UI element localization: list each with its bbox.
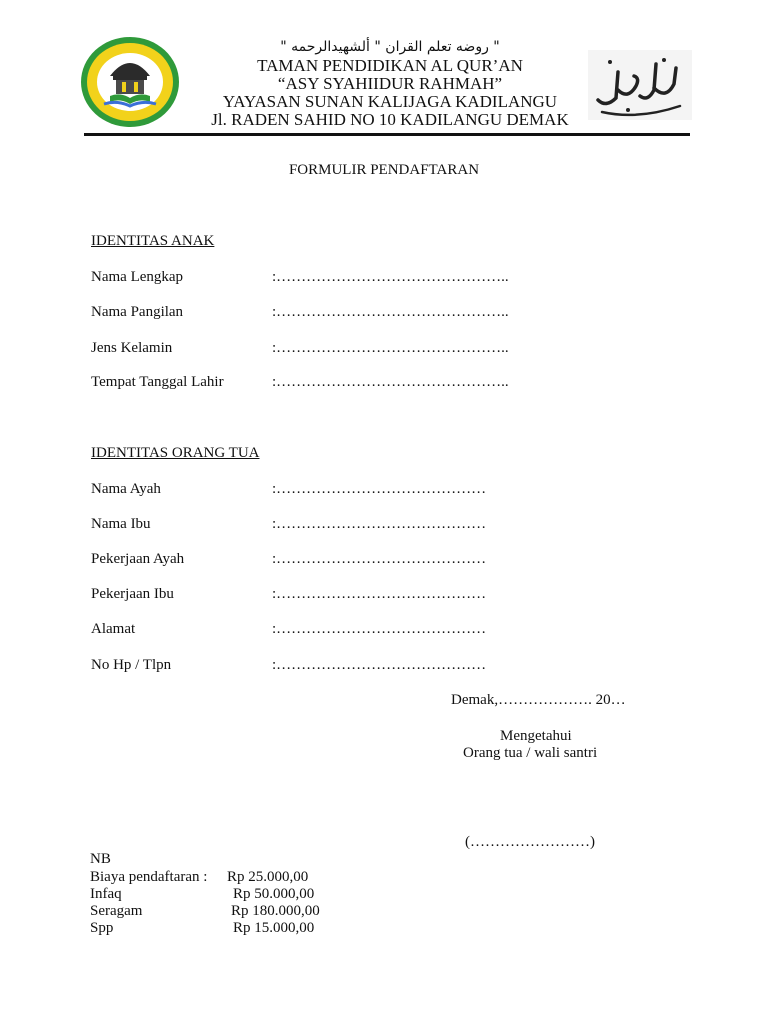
arabic-calligraphy-icon bbox=[588, 50, 692, 120]
fee-label: Biaya pendaftaran : bbox=[90, 869, 208, 885]
fee-value: Rp 25.000,00 bbox=[227, 869, 309, 885]
acknowledge-text: Mengetahui bbox=[500, 728, 572, 744]
form-title: FORMULIR PENDAFTARAN bbox=[288, 162, 480, 178]
field-blank: :……………………………………….. bbox=[272, 269, 509, 285]
section-heading-parent: IDENTITAS ORANG TUA bbox=[91, 445, 260, 461]
field-blank: :…………………………………… bbox=[272, 551, 487, 567]
field-blank: :……………………………………….. bbox=[272, 340, 509, 356]
header-foundation: YAYASAN SUNAN KALIJAGA KADILANGU bbox=[222, 92, 558, 111]
fee-label: Spp bbox=[90, 920, 114, 936]
field-label: Alamat bbox=[91, 621, 136, 637]
header-arabic-line: " روضه تعلم القران " ألشهيدالرحمه " bbox=[280, 39, 500, 55]
field-blank: :……………………………………….. bbox=[272, 304, 509, 320]
signer-name-blank: (……………………) bbox=[465, 834, 595, 850]
field-blank: :……………………………………….. bbox=[272, 374, 509, 390]
fee-label: Seragam bbox=[90, 903, 143, 919]
field-label: Tempat Tanggal Lahir bbox=[91, 374, 224, 390]
logo-emblem-icon bbox=[80, 36, 180, 128]
field-label: Pekerjaan Ayah bbox=[91, 551, 185, 567]
calligraphy-image bbox=[588, 50, 692, 120]
fee-label: Infaq bbox=[90, 886, 122, 902]
header-school-name: TAMAN PENDIDIKAN AL QUR’AN bbox=[257, 56, 523, 75]
field-blank: :…………………………………… bbox=[272, 481, 487, 497]
institution-logo bbox=[80, 36, 180, 128]
notes-heading: NB bbox=[90, 851, 111, 867]
signer-role: Orang tua / wali santri bbox=[463, 745, 598, 761]
header-divider bbox=[84, 133, 690, 136]
fee-value: Rp 180.000,00 bbox=[231, 903, 320, 919]
field-label: Nama Ayah bbox=[91, 481, 161, 497]
fee-value: Rp 15.000,00 bbox=[233, 920, 315, 936]
field-blank: :…………………………………… bbox=[272, 516, 487, 532]
field-label: Nama Pangilan bbox=[91, 304, 184, 320]
place-date: Demak,………………. 20… bbox=[451, 692, 626, 708]
field-label: Jens Kelamin bbox=[91, 340, 173, 356]
field-label: Pekerjaan Ibu bbox=[91, 586, 174, 602]
header-address: Jl. RADEN SAHID NO 10 KADILANGU DEMAK bbox=[211, 110, 569, 129]
field-label: Nama Ibu bbox=[91, 516, 151, 532]
field-blank: :…………………………………… bbox=[272, 586, 487, 602]
section-heading-child: IDENTITAS ANAK bbox=[91, 233, 215, 249]
fee-value: Rp 50.000,00 bbox=[233, 886, 315, 902]
field-label: Nama Lengkap bbox=[91, 269, 184, 285]
field-blank: :…………………………………… bbox=[272, 621, 487, 637]
header-school-subname: “ASY SYAHIIDUR RAHMAH” bbox=[277, 74, 503, 93]
field-label: No Hp / Tlpn bbox=[91, 657, 172, 673]
field-blank: :…………………………………… bbox=[272, 657, 487, 673]
